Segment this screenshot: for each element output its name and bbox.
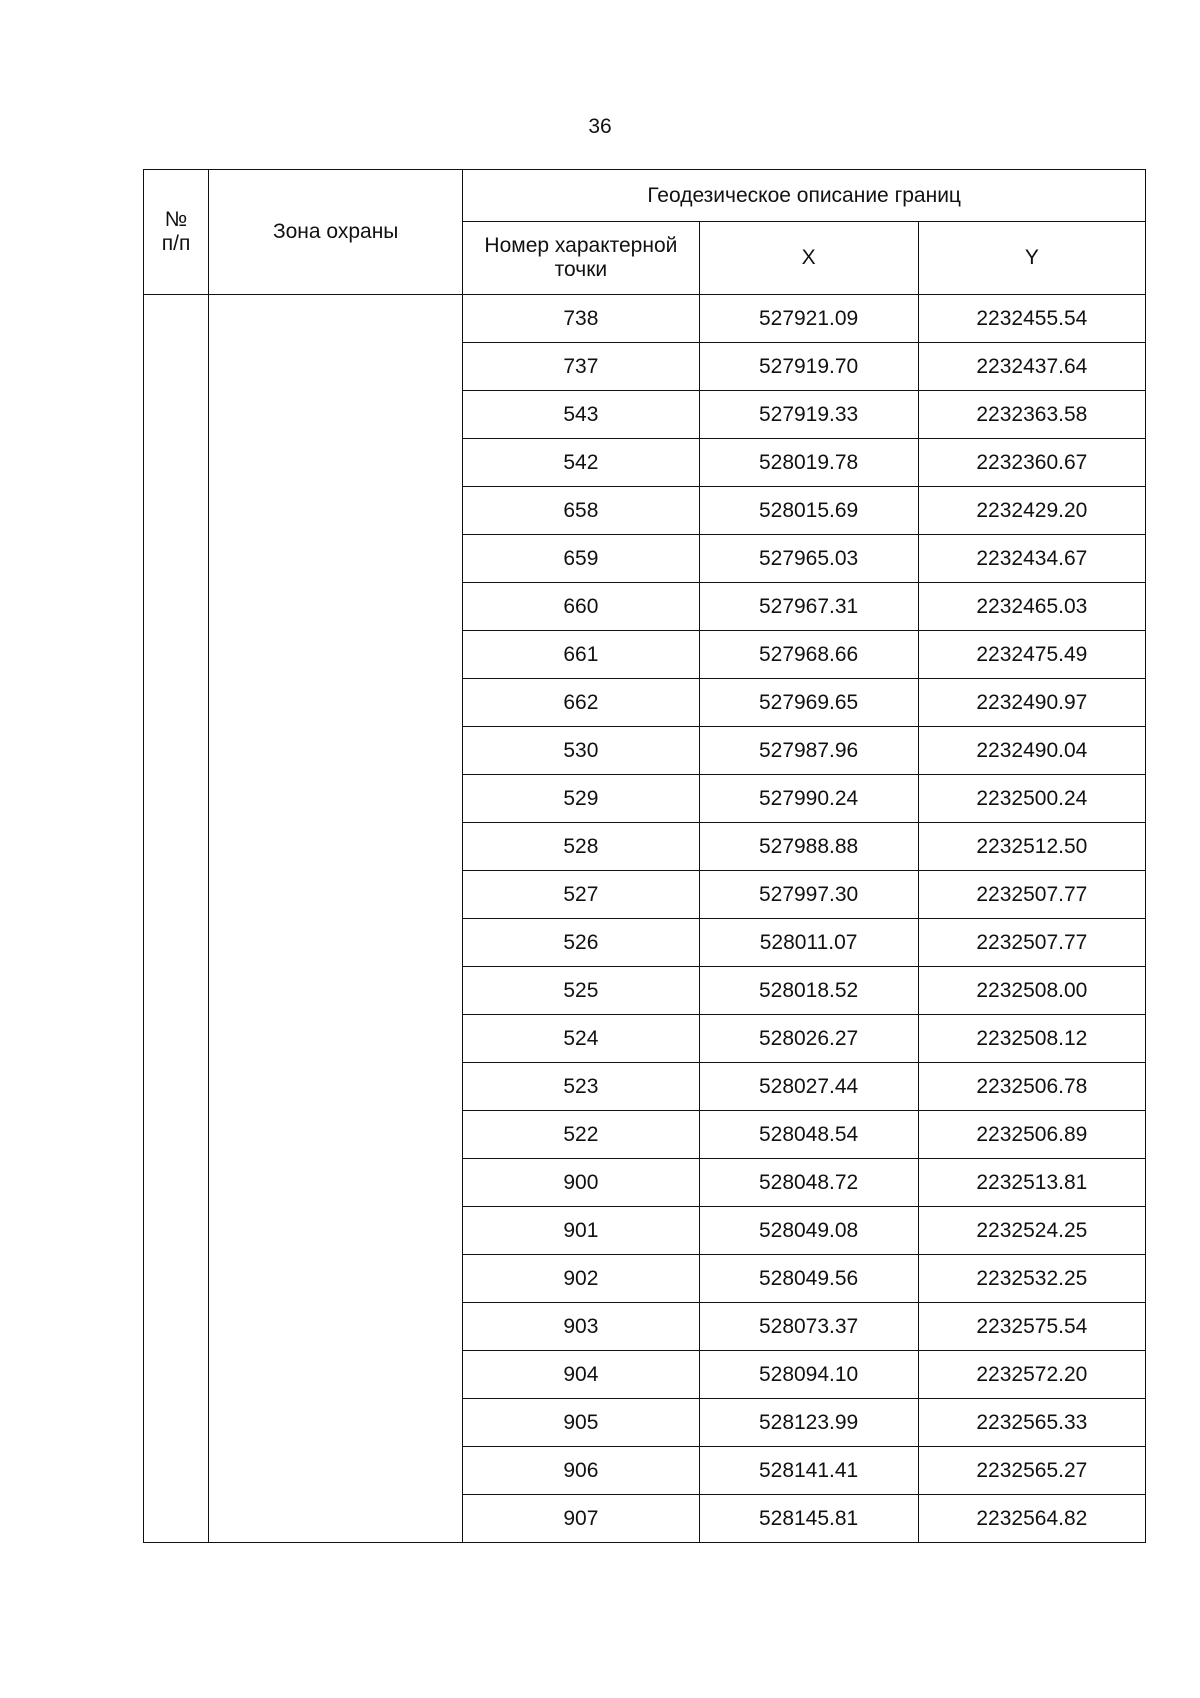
y-coordinate-cell: 2232565.33 [918, 1399, 1145, 1447]
point-number-cell: 902 [463, 1255, 699, 1303]
x-coordinate-cell: 528145.81 [699, 1495, 918, 1543]
x-coordinate-cell: 528123.99 [699, 1399, 918, 1447]
y-coordinate-cell: 2232465.03 [918, 583, 1145, 631]
point-number-cell: 523 [463, 1063, 699, 1111]
y-coordinate-cell: 2232506.89 [918, 1111, 1145, 1159]
point-number-cell: 524 [463, 1015, 699, 1063]
row-number-cell [144, 295, 209, 1543]
point-number-cell: 737 [463, 343, 699, 391]
point-number-cell: 905 [463, 1399, 699, 1447]
y-coordinate-cell: 2232524.25 [918, 1207, 1145, 1255]
point-number-cell: 658 [463, 487, 699, 535]
point-number-cell: 738 [463, 295, 699, 343]
x-coordinate-cell: 528015.69 [699, 487, 918, 535]
x-coordinate-cell: 528073.37 [699, 1303, 918, 1351]
y-coordinate-cell: 2232507.77 [918, 919, 1145, 967]
y-coordinate-cell: 2232455.54 [918, 295, 1145, 343]
y-coordinate-cell: 2232508.12 [918, 1015, 1145, 1063]
header-zone: Зона охраны [209, 170, 463, 295]
x-coordinate-cell: 528026.27 [699, 1015, 918, 1063]
x-coordinate-cell: 527988.88 [699, 823, 918, 871]
x-coordinate-cell: 527968.66 [699, 631, 918, 679]
y-coordinate-cell: 2232434.67 [918, 535, 1145, 583]
point-number-cell: 900 [463, 1159, 699, 1207]
point-number-cell: 527 [463, 871, 699, 919]
y-coordinate-cell: 2232363.58 [918, 391, 1145, 439]
y-coordinate-cell: 2232506.78 [918, 1063, 1145, 1111]
point-number-cell: 661 [463, 631, 699, 679]
y-coordinate-cell: 2232513.81 [918, 1159, 1145, 1207]
header-point-number: Номер характерной точки [463, 222, 699, 295]
point-number-cell: 528 [463, 823, 699, 871]
x-coordinate-cell: 527969.65 [699, 679, 918, 727]
x-coordinate-cell: 528011.07 [699, 919, 918, 967]
x-coordinate-cell: 528048.54 [699, 1111, 918, 1159]
x-coordinate-cell: 527965.03 [699, 535, 918, 583]
y-coordinate-cell: 2232490.97 [918, 679, 1145, 727]
x-coordinate-cell: 528019.78 [699, 439, 918, 487]
point-number-cell: 901 [463, 1207, 699, 1255]
x-coordinate-cell: 527987.96 [699, 727, 918, 775]
point-number-cell: 543 [463, 391, 699, 439]
x-coordinate-cell: 527919.70 [699, 343, 918, 391]
point-number-cell: 522 [463, 1111, 699, 1159]
y-coordinate-cell: 2232437.64 [918, 343, 1145, 391]
y-coordinate-cell: 2232564.82 [918, 1495, 1145, 1543]
point-number-cell: 529 [463, 775, 699, 823]
x-coordinate-cell: 527921.09 [699, 295, 918, 343]
point-number-cell: 662 [463, 679, 699, 727]
point-number-cell: 903 [463, 1303, 699, 1351]
y-coordinate-cell: 2232565.27 [918, 1447, 1145, 1495]
page-number: 36 [588, 115, 612, 138]
y-coordinate-cell: 2232508.00 [918, 967, 1145, 1015]
x-coordinate-cell: 528048.72 [699, 1159, 918, 1207]
y-coordinate-cell: 2232507.77 [918, 871, 1145, 919]
point-number-cell: 906 [463, 1447, 699, 1495]
header-y: Y [918, 222, 1145, 295]
x-coordinate-cell: 528094.10 [699, 1351, 918, 1399]
y-coordinate-cell: 2232360.67 [918, 439, 1145, 487]
point-number-cell: 904 [463, 1351, 699, 1399]
boundary-coordinates-table [143, 169, 1146, 1543]
point-number-cell: 526 [463, 919, 699, 967]
zone-cell [209, 295, 463, 1543]
x-coordinate-cell: 527990.24 [699, 775, 918, 823]
table-body [144, 295, 1146, 1543]
header-geodetic-description: Геодезическое описание границ [463, 170, 1146, 222]
y-coordinate-cell: 2232572.20 [918, 1351, 1145, 1399]
point-number-cell: 525 [463, 967, 699, 1015]
x-coordinate-cell: 527919.33 [699, 391, 918, 439]
x-coordinate-cell: 528018.52 [699, 967, 918, 1015]
y-coordinate-cell: 2232490.04 [918, 727, 1145, 775]
x-coordinate-cell: 528049.56 [699, 1255, 918, 1303]
y-coordinate-cell: 2232532.25 [918, 1255, 1145, 1303]
x-coordinate-cell: 528141.41 [699, 1447, 918, 1495]
point-number-cell: 660 [463, 583, 699, 631]
x-coordinate-cell: 528049.08 [699, 1207, 918, 1255]
y-coordinate-cell: 2232512.50 [918, 823, 1145, 871]
point-number-cell: 907 [463, 1495, 699, 1543]
y-coordinate-cell: 2232475.49 [918, 631, 1145, 679]
point-number-cell: 542 [463, 439, 699, 487]
x-coordinate-cell: 528027.44 [699, 1063, 918, 1111]
point-number-cell: 530 [463, 727, 699, 775]
point-number-cell: 659 [463, 535, 699, 583]
header-row-number: № п/п [144, 170, 209, 295]
y-coordinate-cell: 2232429.20 [918, 487, 1145, 535]
header-x: X [699, 222, 918, 295]
x-coordinate-cell: 527997.30 [699, 871, 918, 919]
x-coordinate-cell: 527967.31 [699, 583, 918, 631]
y-coordinate-cell: 2232575.54 [918, 1303, 1145, 1351]
y-coordinate-cell: 2232500.24 [918, 775, 1145, 823]
table-row [144, 295, 1146, 343]
